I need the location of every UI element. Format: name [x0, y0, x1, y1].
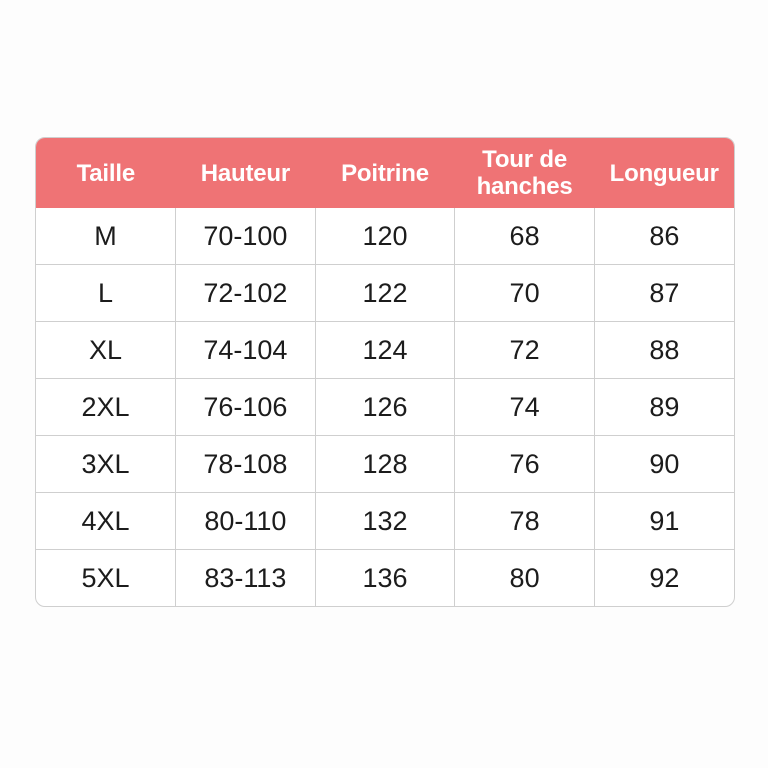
- cell-tour-de-hanches: 80: [455, 550, 595, 607]
- cell-hauteur: 76-106: [176, 379, 316, 436]
- table-row: [36, 265, 734, 322]
- header-taille: Taille: [36, 138, 176, 208]
- header-longueur: Longueur: [594, 138, 734, 208]
- table-header: [36, 138, 734, 208]
- cell-hauteur: 78-108: [176, 436, 316, 493]
- cell-tour-de-hanches: 68: [455, 208, 595, 265]
- cell-hauteur: 83-113: [176, 550, 316, 607]
- header-hauteur: Hauteur: [176, 138, 316, 208]
- table-row: [36, 550, 734, 607]
- table-row: [36, 322, 734, 379]
- cell-longueur: 86: [649, 220, 680, 251]
- cell-longueur: 89: [594, 379, 734, 436]
- cell-poitrine: 132: [315, 493, 455, 550]
- cell-tour-de-hanches: 76: [455, 436, 595, 493]
- cell-tour-de-hanches: 74: [455, 379, 595, 436]
- cell-tour-de-hanches: 70: [455, 265, 595, 322]
- table-row: [36, 493, 734, 550]
- cell-poitrine: 122: [315, 265, 455, 322]
- table-row: [36, 208, 734, 265]
- cell-taille: M: [36, 208, 176, 265]
- cell-hauteur: 72-102: [176, 265, 316, 322]
- cell-longueur: 92: [594, 550, 734, 607]
- cell-taille: L: [36, 265, 176, 322]
- header-row: [36, 138, 734, 208]
- cell-poitrine: 126: [315, 379, 455, 436]
- cell-hauteur: 80-110: [176, 493, 316, 550]
- table-row: [36, 379, 734, 436]
- cell-poitrine: 124: [315, 322, 455, 379]
- cell-taille: 4XL: [36, 493, 176, 550]
- cell-longueur: 91: [594, 493, 734, 550]
- cell-longueur: 88: [594, 322, 734, 379]
- cell-taille: 3XL: [36, 436, 176, 493]
- cell-taille: 5XL: [36, 550, 176, 607]
- cell-tour-de-hanches: 78: [455, 493, 595, 550]
- cell-poitrine: 120: [315, 208, 455, 265]
- cell-taille: 2XL: [36, 379, 176, 436]
- cell-poitrine: 136: [315, 550, 455, 607]
- cell-taille: XL: [36, 322, 176, 379]
- cell-tour-de-hanches: 72: [455, 322, 595, 379]
- cell-longueur: 90: [594, 436, 734, 493]
- header-poitrine: Poitrine: [315, 138, 455, 208]
- size-chart-table: [35, 137, 735, 607]
- table-row: [36, 436, 734, 493]
- cell-poitrine: 128: [315, 436, 455, 493]
- size-table-grid: [36, 138, 734, 606]
- cell-hauteur: 74-104: [176, 322, 316, 379]
- cell-longueur: 87: [594, 265, 734, 322]
- table-body: [36, 208, 734, 606]
- header-tour-de-hanches: Tour de hanches: [455, 138, 595, 208]
- cell-hauteur: 70-100: [176, 208, 316, 265]
